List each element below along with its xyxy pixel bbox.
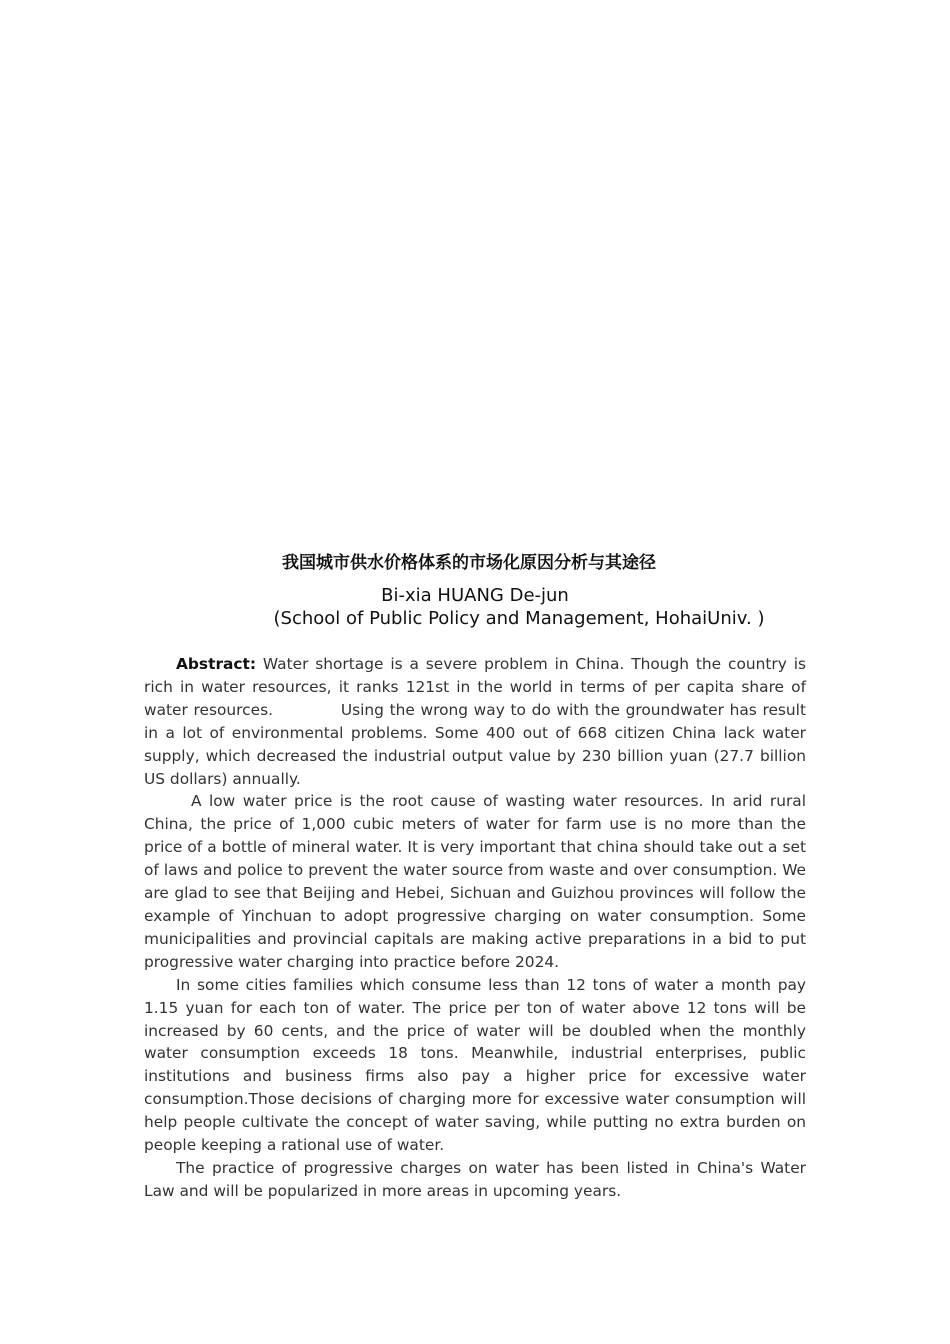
body-paragraph: In some cities families which consume less than 12 tons of water a month pay 1.15 yuan for each ton of water. The price per ton of water above 12 tons will be increased by 60 cents, and the price of water will be doubled when the monthly water consumption exceeds 18 tons. Meanwhile, industrial enterprises, public institutions and business firms also pay a higher price for excessive water consumption.Those decisions of charging more for excessive water consumption will help people cultivate the concept of water saving, while putting no extra burden on people keeping a rational use of water. [144, 975, 806, 1155]
body-paragraph: The practice of progressive charges on water has been listed in China's Water Law and will be popularized in more areas in upcoming years. [144, 1158, 806, 1200]
abstract-label: Abstract: [176, 655, 257, 673]
paper-title-chinese: 我国城市供水价格体系的市场化原因分析与其途径 [282, 553, 656, 573]
abstract-paragraph [144, 653, 811, 790]
paper-affiliation: (School of Public Policy and Management, HohaiUniv. ) [273, 608, 765, 629]
body-paragraph: A low water price is the root cause of wasting water resources. In arid rural China, the price of 1,000 cubic meters of water for farm use is no more than the price of a bottle of mineral water. It is very important that china should take out a set of laws and police to prevent the water source from waste and over consumption. We are glad to see that Beijing and Hebei, Sichuan and Guizhou provinces will follow the example of Yinchuan to adopt progressive charging on water consumption. Some municipalities and provincial capitals are making active preparations in a bid to put progressive water charging into practice before 2024. [144, 792, 806, 971]
paper-authors: Bi-xia HUANG De-jun [381, 585, 569, 606]
abstract-paragraph-text: Water shortage is a severe problem in China. Though the country is rich in water resources, it ranks 121st in the world in terms of per capita share of water resources. Using the wrong way to do with the groundwater has result in a lot of environmental problems. Some 400 out of 668 citizen China lack water supply, which decreased the industrial output value by 230 billion yuan (27.7 billion US dollars) annually. [144, 655, 811, 788]
abstract-body [144, 653, 811, 1203]
